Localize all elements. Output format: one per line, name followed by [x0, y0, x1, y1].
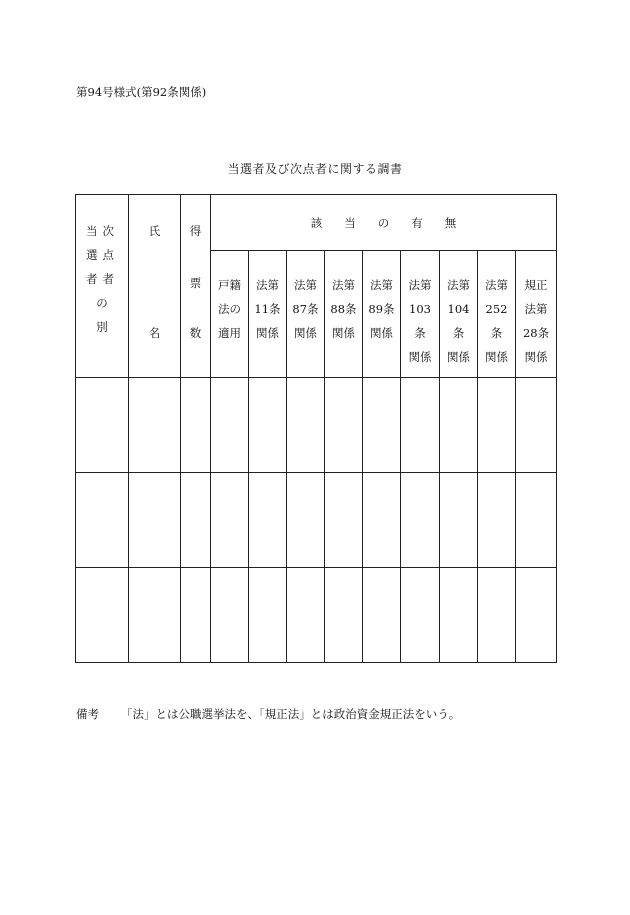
subheader-line: 関係: [294, 326, 317, 340]
subheader-line: 法第: [447, 278, 470, 292]
cell-art11: [249, 568, 287, 663]
group-header-char: 該: [310, 215, 323, 230]
subheader-line: 法第: [370, 278, 393, 292]
cell-art89: [363, 568, 401, 663]
class-char: 者: [86, 272, 98, 286]
cell-art103: [401, 473, 440, 568]
class-char: 選: [86, 248, 98, 262]
cell-art104: [440, 378, 478, 473]
document-title: 当選者及び次点者に関する調書: [227, 162, 403, 176]
cell-votes: [181, 378, 211, 473]
subheader-line: 法第: [294, 278, 317, 292]
remarks-label: 備考: [76, 707, 99, 721]
group-header-char: 有: [411, 215, 423, 230]
class-char: 次: [102, 224, 114, 238]
subheader-line: 89条: [368, 302, 395, 316]
cell-art104: [440, 473, 478, 568]
class-char: 当: [86, 224, 98, 238]
remarks: [76, 706, 460, 722]
subheader-line: 条: [490, 326, 503, 340]
subheader-line: 関係: [332, 326, 355, 340]
table-row: [76, 568, 557, 663]
cell-kiseiho-art28: [516, 568, 557, 663]
table-row: [76, 473, 557, 568]
subheader-art87: [287, 251, 325, 378]
subheader-line: 法第: [485, 278, 508, 292]
class-char: 者: [102, 272, 114, 286]
cell-art88: [325, 568, 363, 663]
subheader-art11: [249, 251, 287, 378]
header-name: [129, 195, 181, 378]
subheader-line: 関係: [408, 350, 432, 364]
cell-art11: [249, 378, 287, 473]
subheader-line: 11条: [254, 302, 281, 316]
subheader-line: 87条: [292, 302, 319, 316]
header-votes: [181, 195, 211, 378]
class-char: の: [96, 296, 108, 310]
subheader-art252: [478, 251, 516, 378]
cell-art89: [363, 378, 401, 473]
cell-name: [129, 378, 181, 473]
cell-kiseiho-art28: [516, 378, 557, 473]
subheader-art89: [363, 251, 401, 378]
subheader-line: 法第: [332, 278, 355, 292]
subheader-line: 関係: [524, 350, 548, 364]
cell-art252: [478, 568, 516, 663]
cell-art252: [478, 378, 516, 473]
subheader-line: 104: [447, 302, 470, 316]
subheader-art104: [440, 251, 478, 378]
subheader-kiseiho-art28: [516, 251, 557, 378]
votes-char: 票: [189, 276, 202, 290]
name-char: 名: [148, 326, 161, 340]
subheader-line: 法第: [256, 278, 279, 292]
header-applicability: [211, 195, 557, 251]
cell-koseki: [211, 568, 249, 663]
cell-votes: [181, 568, 211, 663]
remarks-text: 「法」とは公職選挙法を、「規正法」とは政治資金規正法をいう。: [121, 707, 461, 721]
cell-art88: [325, 378, 363, 473]
subheader-line: 規正: [524, 278, 548, 292]
subheader-line: 戸籍: [218, 278, 241, 292]
subheader-line: 法の: [218, 302, 241, 316]
cell-art87: [287, 473, 325, 568]
subheader-line: 条: [452, 326, 465, 340]
cell-classification: [76, 473, 129, 568]
subheader-koseki: [211, 251, 249, 378]
group-header-char: 無: [444, 215, 457, 230]
subheader-line: 関係: [370, 326, 393, 340]
subheader-line: 条: [414, 326, 426, 340]
cell-art104: [440, 568, 478, 663]
report-table: [75, 194, 557, 663]
cell-koseki: [211, 473, 249, 568]
class-char: 点: [102, 248, 114, 262]
cell-art11: [249, 473, 287, 568]
header-classification: [76, 195, 129, 378]
group-header-char: の: [377, 215, 390, 230]
cell-classification: [76, 378, 129, 473]
subheader-line: 適用: [218, 326, 241, 340]
name-char: 氏: [148, 224, 161, 238]
subheader-line: 28条: [522, 326, 550, 340]
cell-art89: [363, 473, 401, 568]
subheader-line: 関係: [485, 350, 508, 364]
cell-art88: [325, 473, 363, 568]
cell-classification: [76, 568, 129, 663]
cell-koseki: [211, 378, 249, 473]
cell-art103: [401, 378, 440, 473]
subheader-line: 関係: [256, 326, 279, 340]
table-row: [76, 378, 557, 473]
cell-art252: [478, 473, 516, 568]
subheader-line: 252: [485, 302, 508, 316]
cell-name: [129, 473, 181, 568]
cell-art87: [287, 568, 325, 663]
cell-votes: [181, 473, 211, 568]
group-header-char: 当: [344, 215, 356, 230]
subheader-line: 法第: [524, 302, 548, 316]
votes-char: 得: [189, 224, 202, 238]
subheader-art88: [325, 251, 363, 378]
cell-art103: [401, 568, 440, 663]
subheader-line: 88条: [330, 302, 357, 316]
class-char: 別: [96, 320, 108, 334]
cell-art87: [287, 378, 325, 473]
subheader-line: 関係: [447, 350, 470, 364]
cell-kiseiho-art28: [516, 473, 557, 568]
subheader-art103: [401, 251, 440, 378]
subheader-line: 法第: [408, 278, 432, 292]
votes-char: 数: [189, 326, 202, 340]
form-number: 第94号様式(第92条関係): [76, 85, 207, 99]
subheader-line: 103: [409, 302, 431, 316]
cell-name: [129, 568, 181, 663]
